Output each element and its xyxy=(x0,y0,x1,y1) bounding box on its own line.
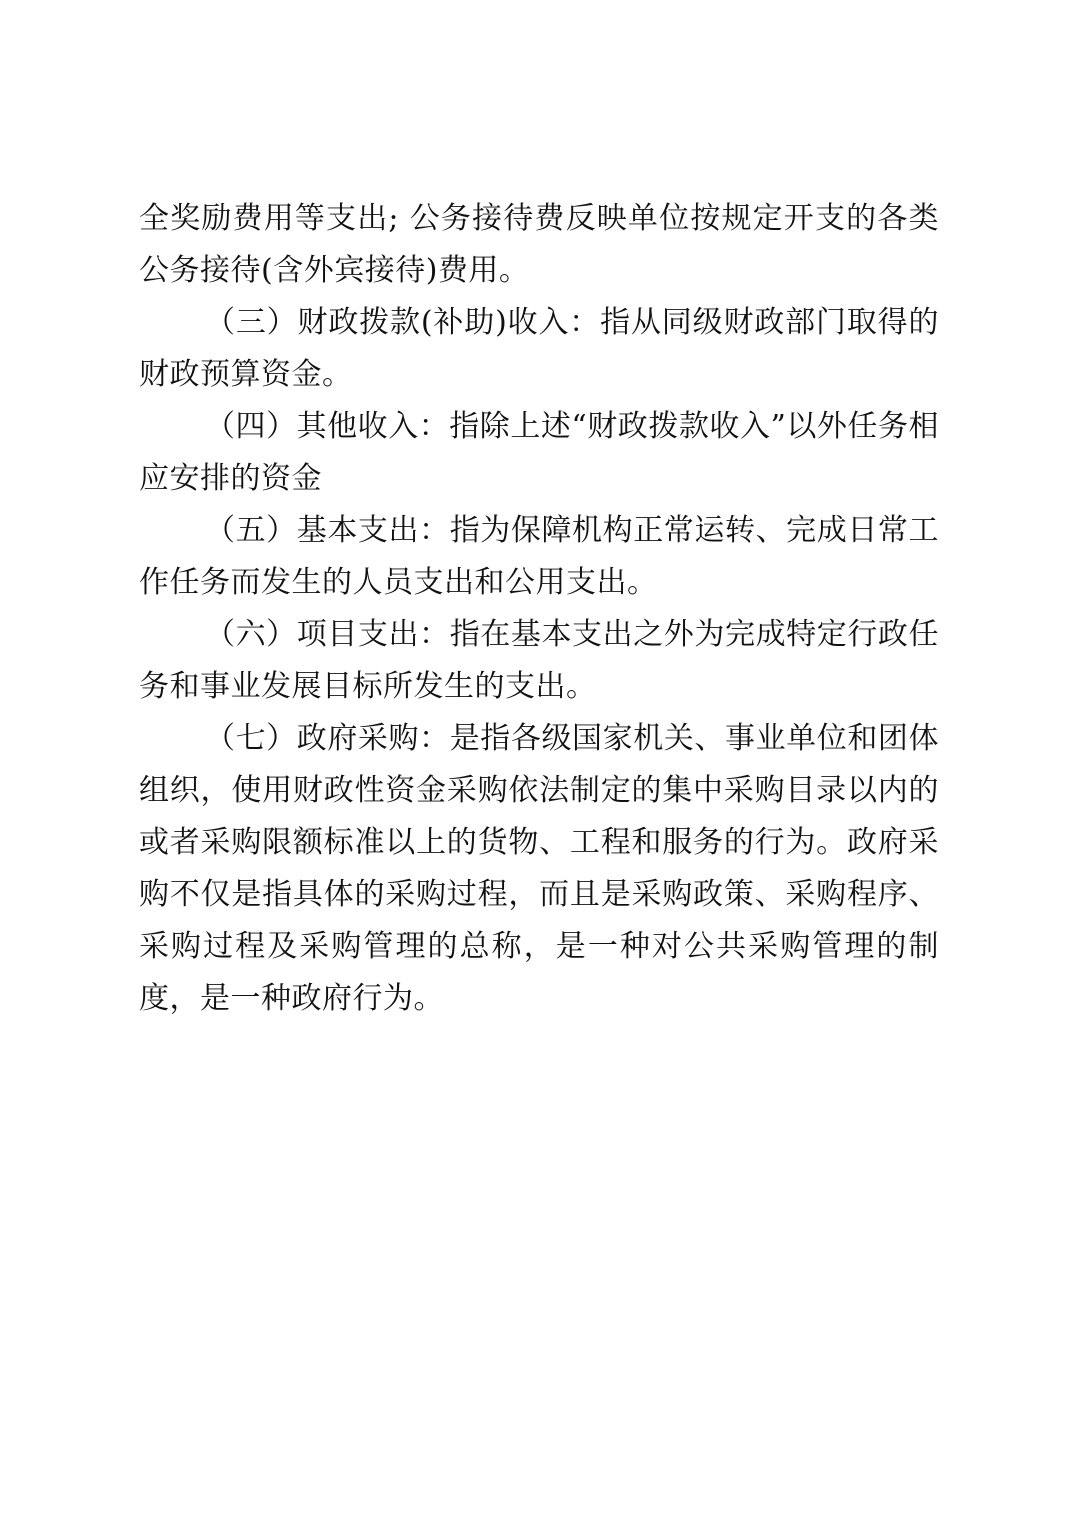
paragraph-basic-expenditure: （五）基本支出：指为保障机构正常运转、完成日常工作任务而发生的人员支出和公用支出。 xyxy=(139,513,939,600)
paragraph-project-expenditure: （六）项目支出：指在基本支出之外为完成特定行政任务和事业发展目标所发生的支出。 xyxy=(139,617,939,704)
document-body xyxy=(139,193,939,1025)
paragraph-fiscal-appropriation-income: （三）财政拨款(补助)收入：指从同级财政部门取得的财政预算资金。 xyxy=(139,305,939,392)
paragraph-government-procurement: （七）政府采购：是指各级国家机关、事业单位和团体组织，使用财政性资金采购依法制定的集中采购目录以内的或者采购限额标准以上的货物、工程和服务的行为。政府采购不仅是指具体的采购过程，而且是采购政策、采购程序、采购过程及采购管理的总称，是一种对公共采购管理的制度，是一种政府行为。 xyxy=(139,721,939,1016)
paragraph-continuation: 全奖励费用等支出; 公务接待费反映单位按规定开支的各类公务接待(含外宾接待)费用。 xyxy=(139,201,939,288)
paragraph-other-income: （四）其他收入：指除上述“财政拨款收入”以外任务相应安排的资金 xyxy=(139,409,939,496)
